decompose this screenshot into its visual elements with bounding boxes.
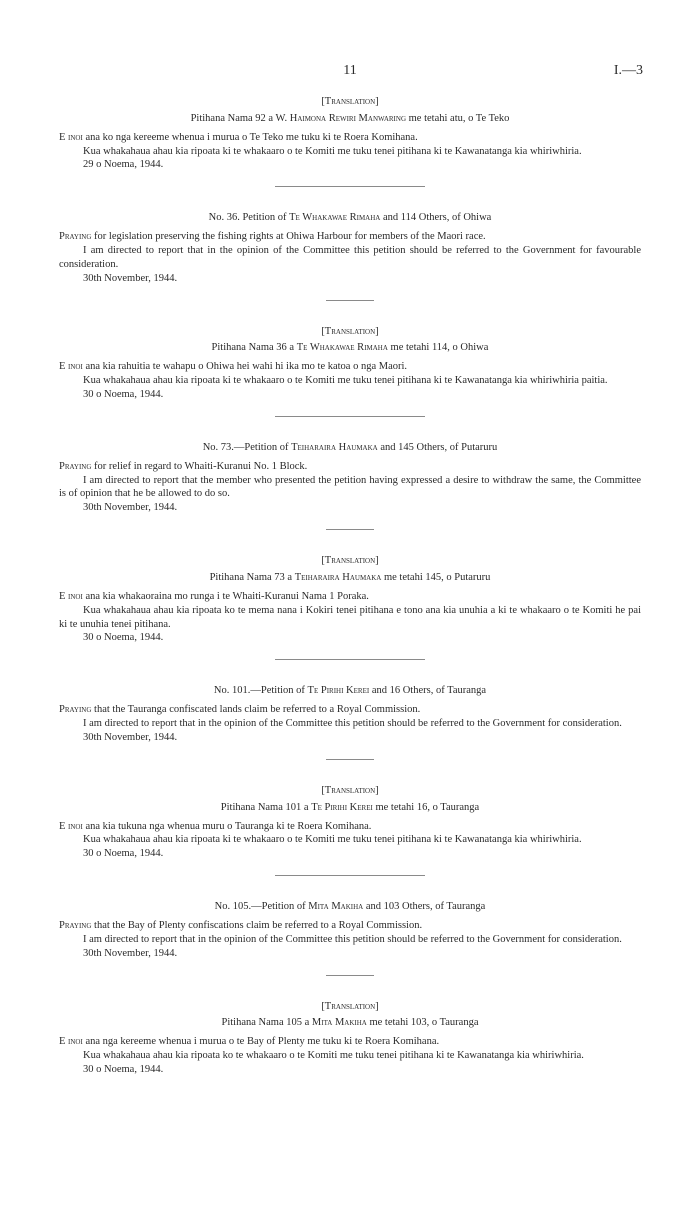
lead-word: E inoi: [59, 820, 83, 832]
heading-prefix: No. 73.—Petition of: [202, 441, 292, 453]
petitioner-name: Te Pirihi Kerei: [307, 685, 370, 697]
petitioner-name: Te Whakawae Rimaha: [296, 342, 388, 354]
petition-heading: [59, 341, 641, 355]
heading-suffix: and 103 Others, of Tauranga: [363, 901, 486, 913]
petition-request: [59, 919, 641, 933]
report-date: 30th November, 1944.: [83, 731, 178, 743]
request-text: ana kia whakaoraina mo runga i te Whaiti-Kuranui Nama 1 Poraka.: [82, 590, 369, 602]
petition-request: [59, 1035, 641, 1049]
committee-report: Kua whakahaua ahau kia ripoata ko te mema nana i Kokiri tenei pitihana e tono ana kia unuhia a ki te whakaaro o te Komiti he pai ki te unuhia tenei pitihana.: [59, 604, 641, 630]
request-text: ana kia rahuitia te wahapu o Ohiwa hei wahi hi ika mo te katoa o nga Maori.: [82, 361, 408, 373]
page-number: 11: [343, 63, 357, 78]
heading-suffix: me tetahi 16, o Tauranga: [372, 801, 480, 813]
petition-request: [59, 703, 641, 717]
committee-report: Kua whakahaua ahau kia ripoata ko te whakaaro o te Komiti me tuku tenei pitihana ki te Kawanatanga kia whiriwhiria.: [83, 1050, 584, 1062]
committee-report: Kua whakahaua ahau kia ripoata ki te whakaaro o te Komiti me tuku tenei pitihana ki te Kawanatanga kia whiriwhiria.: [83, 145, 582, 157]
request-text: ana kia tukuna nga whenua muru o Tauranga ki te Roera Komihana.: [82, 820, 372, 832]
translation-block: [59, 1000, 641, 1077]
heading-prefix: Pitihana Nama 101 a: [220, 801, 312, 813]
petitioner-name: Te Pirihi Kerei: [311, 801, 373, 813]
report-date: 30th November, 1944.: [83, 272, 178, 284]
section-divider: [326, 300, 374, 301]
translation-label: [Translation]: [321, 784, 379, 796]
petition-heading: [59, 900, 641, 914]
request-text: for legislation preserving the fishing rights at Ohiwa Harbour for members of the Maori race.: [91, 231, 486, 243]
report-date: 30th November, 1944.: [83, 947, 178, 959]
translation-block: [59, 554, 641, 660]
petition-heading: [59, 211, 641, 225]
petition-heading: [59, 684, 641, 698]
petition-block: [59, 441, 641, 530]
heading-suffix: and 114 Others, of Ohiwa: [380, 212, 492, 224]
heading-prefix: No. 105.—Petition of: [214, 901, 309, 913]
petitioner-name: Haimona Rewiri Manwaring: [289, 112, 407, 124]
heading-suffix: me tetahi 145, o Putaruru: [381, 572, 491, 584]
report-date: 30 o Noema, 1944.: [83, 389, 164, 401]
translation-label: [Translation]: [321, 1000, 379, 1012]
petition-heading: [59, 801, 641, 815]
request-text: that the Tauranga confiscated lands claim be referred to a Royal Commission.: [91, 704, 421, 716]
petition-block: [59, 684, 641, 759]
report-date: 30 o Noema, 1944.: [83, 632, 164, 644]
lead-word: Praying: [59, 919, 92, 931]
lead-word: E inoi: [59, 361, 83, 373]
heading-prefix: No. 101.—Petition of: [213, 685, 308, 697]
section-divider: [326, 975, 374, 976]
petitioner-name: Mita Makiha: [311, 1017, 367, 1029]
petition-request: [59, 590, 641, 604]
report-date: 30 o Noema, 1944.: [83, 848, 164, 860]
petition-request: [59, 460, 641, 474]
petition-request: [59, 230, 641, 244]
heading-suffix: me tetahi 103, o Tauranga: [366, 1017, 479, 1029]
heading-suffix: me tetahi 114, o Ohiwa: [387, 342, 489, 354]
document-code: I.—3: [613, 63, 643, 78]
lead-word: Praying: [59, 460, 92, 472]
request-text: ana nga kereeme whenua i murua o te Bay of Plenty me tuku ki te Roera Komihana.: [82, 1036, 440, 1048]
petition-heading: [59, 441, 641, 455]
heading-prefix: Pitihana Nama 36 a: [211, 342, 297, 354]
report-date: 30th November, 1944.: [83, 502, 178, 514]
committee-report: I am directed to report that the member who presented the petition having expressed a desire to withdraw the same, the Committee is of opinion that he be allowed to do so.: [59, 474, 641, 500]
section-divider: [275, 186, 425, 187]
lead-word: Praying: [59, 231, 92, 243]
report-date: 29 o Noema, 1944.: [83, 159, 164, 171]
committee-report: Kua whakahaua ahau kia ripoata ki te whakaaro o te Komiti me tuku tenei pitihana ki te Kawanatanga kia whiriwhiria paitia.: [83, 375, 608, 387]
section-divider: [275, 416, 425, 417]
petition-block: [59, 900, 641, 975]
heading-prefix: No. 36. Petition of: [208, 212, 290, 224]
lead-word: E inoi: [59, 1036, 83, 1048]
petition-heading: [59, 112, 641, 126]
petitioner-name: Te Whakawae Rimaha: [289, 212, 381, 224]
translation-label: [Translation]: [321, 325, 379, 337]
petitioner-name: Mita Makiha: [308, 901, 364, 913]
committee-report: I am directed to report that in the opinion of the Committee this petition should be referred to the Government for favourable consideration.: [59, 245, 641, 270]
committee-report: I am directed to report that in the opinion of the Committee this petition should be referred to the Government for consideration.: [83, 933, 622, 945]
report-date: 30 o Noema, 1944.: [83, 1063, 164, 1075]
request-text: for relief in regard to Whaiti-Kuranui No. 1 Block.: [91, 460, 308, 472]
heading-suffix: and 145 Others, of Putaruru: [377, 441, 498, 453]
committee-report: I am directed to report that in the opinion of the Committee this petition should be referred to the Government for consideration.: [83, 718, 622, 730]
section-divider: [275, 659, 425, 660]
section-divider: [275, 875, 425, 876]
petitioner-name: Teiharaira Haumaka: [291, 441, 378, 453]
heading-suffix: and 16 Others, of Tauranga: [369, 685, 487, 697]
lead-word: E inoi: [59, 590, 83, 602]
petition-heading: [59, 571, 641, 585]
lead-word: Praying: [59, 704, 92, 716]
heading-prefix: Pitihana Nama 105 a: [221, 1017, 312, 1029]
lead-word: E inoi: [59, 131, 83, 143]
petition-request: [59, 820, 641, 834]
translation-label: [Translation]: [321, 555, 379, 567]
petition-block: [59, 211, 641, 300]
petitioner-name: Teiharaira Haumaka: [294, 572, 382, 584]
petition-request: [59, 131, 641, 145]
document-body: [59, 95, 641, 1077]
translation-block: [59, 325, 641, 417]
heading-prefix: Pitihana Nama 92 a W.: [190, 112, 290, 124]
translation-block: [59, 784, 641, 876]
committee-report: Kua whakahaua ahau kia ripoata ki te whakaaro o te Komiti me tuku tenei pitihana ki te Kawanatanga kia whiriwhiria.: [83, 834, 582, 846]
translation-label: [Translation]: [321, 96, 379, 107]
request-text: ana ko nga kereeme whenua i murua o Te Teko me tuku ki te Roera Komihana.: [82, 131, 418, 143]
petition-heading: [59, 1016, 641, 1030]
request-text: that the Bay of Plenty confiscations claim be referred to a Royal Commission.: [91, 919, 423, 931]
section-divider: [326, 529, 374, 530]
section-divider: [326, 759, 374, 760]
petition-request: [59, 360, 641, 374]
heading-prefix: Pitihana Nama 73 a: [209, 572, 295, 584]
heading-suffix: me tetahi atu, o Te Teko: [406, 112, 510, 124]
translation-block: [59, 95, 641, 187]
